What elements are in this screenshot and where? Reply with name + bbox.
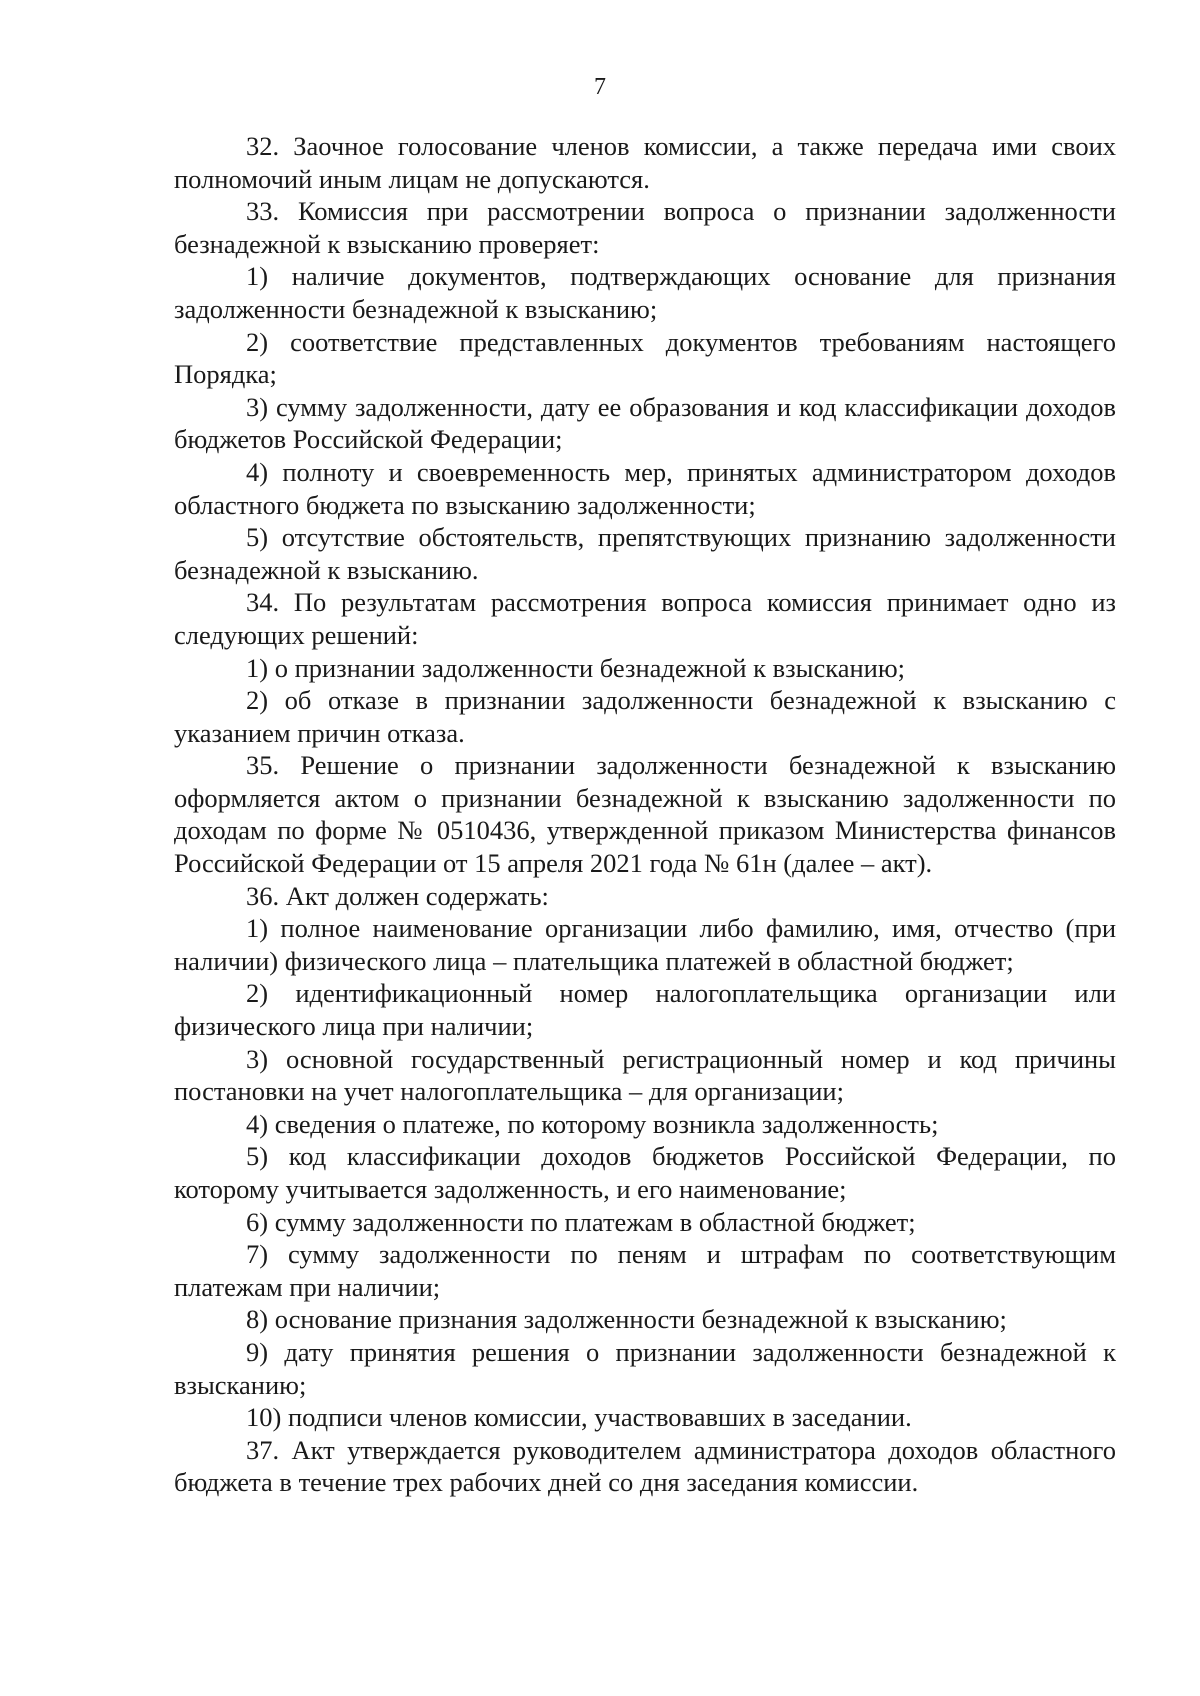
list-item-36-3: 3) основной государственный регистрационный номер и код причины постановки на учет налогоплательщика – для организации;	[174, 1043, 1116, 1107]
list-item-33-4: 4) полноту и своевременность мер, принятых администратором доходов областного бюджета по взысканию задолженности;	[174, 456, 1116, 520]
list-item-36-7: 7) сумму задолженности по пеням и штрафам по соответствующим платежам при наличии;	[174, 1239, 1116, 1302]
list-item-36-5: 5) код классификации доходов бюджетов Российской Федерации, по которому учитывается задолженность, и его наименование;	[174, 1141, 1116, 1204]
page-number: 7	[594, 74, 606, 100]
list-item-36-1: 1) полное наименование организации либо фамилию, имя, отчество (при наличии) физического лица – плательщика платежей в областной бюджет;	[174, 913, 1116, 976]
list-item-36-9: 9) дату принятия решения о признании задолженности безнадежной к взысканию;	[174, 1336, 1116, 1400]
document-body	[174, 130, 1116, 1499]
list-item-34-2: 2) об отказе в признании задолженности безнадежной к взысканию с указанием причин отказа.	[174, 685, 1116, 748]
list-item-34-1: 1) о признании задолженности безнадежной к взысканию;	[246, 652, 905, 683]
list-item-33-5: 5) отсутствие обстоятельств, препятствующих признанию задолженности безнадежной к взысканию.	[174, 522, 1116, 585]
list-item-36-10: 10) подписи членов комиссии, участвовавших в заседании.	[246, 1402, 912, 1433]
paragraph-36: 36. Акт должен содержать:	[246, 880, 549, 911]
list-item-36-6: 6) сумму задолженности по платежам в областной бюджет;	[246, 1206, 916, 1237]
paragraph-37: 37. Акт утверждается руководителем администратора доходов областного бюджета в течение трех рабочих дней со дня заседания комиссии.	[174, 1434, 1116, 1498]
list-item-33-1: 1) наличие документов, подтверждающих основание для признания задолженности безнадежной к взысканию;	[174, 261, 1116, 324]
paragraph-32: 32. Заочное голосование членов комиссии, а также передача ими своих полномочий иным лицам не допускаются.	[174, 131, 1116, 194]
paragraph-34: 34. По результатам рассмотрения вопроса комиссия принимает одно из следующих решений:	[174, 587, 1116, 650]
paragraph-33: 33. Комиссия при рассмотрении вопроса о признании задолженности безнадежной к взысканию проверяет:	[174, 196, 1116, 259]
list-item-36-2: 2) идентификационный номер налогоплательщика организации или физического лица при наличии;	[174, 978, 1116, 1042]
paragraph-35: 35. Решение о признании задолженности безнадежной к взысканию оформляется актом о признании безнадежной к взысканию задолженности по доходам по форме № 0510436, утвержденной приказом Министерства финансов Российской Федерации от 15 апреля 2021 года № 61н (далее – акт).	[174, 750, 1116, 879]
list-item-36-4: 4) сведения о платеже, по которому возникла задолженность;	[246, 1108, 939, 1139]
list-item-33-3: 3) сумму задолженности, дату ее образования и код классификации доходов бюджетов Российской Федерации;	[174, 391, 1116, 455]
list-item-36-8: 8) основание признания задолженности безнадежной к взысканию;	[246, 1304, 1007, 1335]
list-item-33-2: 2) соответствие представленных документов требованиям настоящего Порядка;	[174, 326, 1116, 390]
